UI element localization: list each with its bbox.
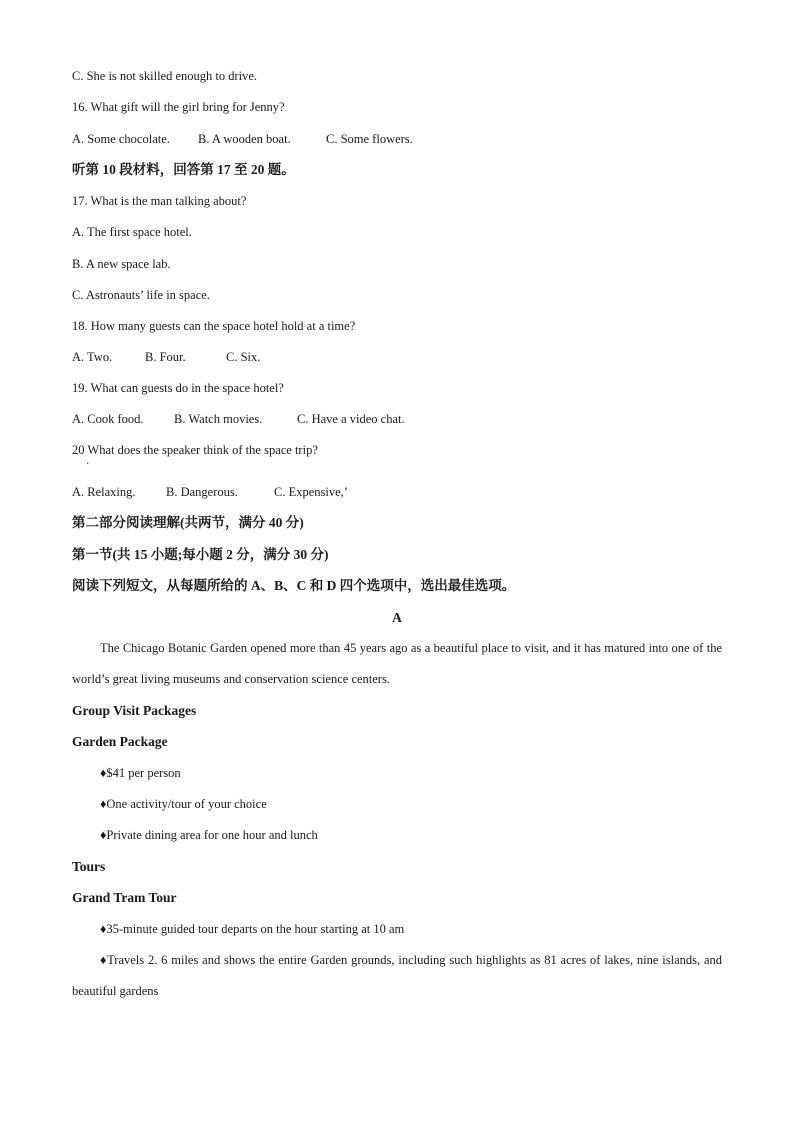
q16-options bbox=[72, 131, 413, 147]
q15-option-c: C. She is not skilled enough to drive. bbox=[72, 69, 258, 83]
q16-question: 16. What gift will the girl bring for Jenny? bbox=[72, 100, 285, 114]
q18-option-c: C. Six. bbox=[226, 350, 261, 364]
q16-option-a: A. Some chocolate. bbox=[72, 132, 170, 146]
q18-question: 18. How many guests can the space hotel hold at a time? bbox=[72, 319, 356, 333]
instructions: 阅读下列短文，从每题所给的 A、B、C 和 D 四个选项中，选出最佳选项。 bbox=[72, 578, 516, 593]
q19-options bbox=[72, 411, 405, 427]
q20-question: 20 What does the speaker think of the space trip? bbox=[72, 443, 318, 457]
q17-question: 17. What is the man talking about? bbox=[72, 194, 247, 208]
q17-option-b: B. A new space lab. bbox=[72, 257, 171, 271]
q17-option-a: A. The first space hotel. bbox=[72, 225, 192, 239]
q20-option-c: C. Expensive,’ bbox=[274, 485, 348, 499]
q20-option-b: B. Dangerous. bbox=[166, 485, 238, 499]
q18-option-b: B. Four. bbox=[145, 350, 186, 364]
garden-package-item: ♦One activity/tour of your choice bbox=[100, 797, 267, 811]
grand-tram-item: ♦35-minute guided tour departs on the hour starting at 10 am bbox=[100, 922, 405, 936]
part2-heading: 第二部分阅读理解(共两节，满分 40 分) bbox=[72, 515, 304, 530]
q19-question: 19. What can guests do in the space hotel? bbox=[72, 381, 284, 395]
section10-heading: 听第 10 段材料，回答第 17 至 20 题。 bbox=[72, 162, 295, 177]
garden-package-item: ♦$41 per person bbox=[100, 766, 181, 780]
passage-label: A bbox=[392, 610, 402, 625]
q18-option-a: A. Two. bbox=[72, 350, 113, 364]
section1-heading: 第一节(共 15 小题;每小题 2 分，满分 30 分) bbox=[72, 547, 329, 562]
grand-tram-heading: Grand Tram Tour bbox=[72, 890, 177, 905]
q17-option-c: C. Astronauts’ life in space. bbox=[72, 288, 210, 302]
q20-stray-mark: · bbox=[86, 459, 90, 470]
q19-option-b: B. Watch movies. bbox=[174, 412, 263, 426]
q20-option-a: A. Relaxing. bbox=[72, 485, 136, 499]
passage-intro: The Chicago Botanic Garden opened more than 45 years ago as a beautiful place to visit, and it has matured into one of the world’s great living museums and conservation science centers. bbox=[72, 641, 722, 686]
q18-options bbox=[72, 349, 260, 365]
garden-package-heading: Garden Package bbox=[72, 734, 168, 749]
garden-package-item: ♦Private dining area for one hour and lunch bbox=[100, 828, 318, 842]
q19-option-a: A. Cook food. bbox=[72, 412, 144, 426]
q20-options bbox=[72, 484, 348, 500]
q19-option-c: C. Have a video chat. bbox=[297, 412, 405, 426]
q16-option-c: C. Some flowers. bbox=[326, 132, 413, 146]
grand-tram-item: ♦Travels 2. 6 miles and shows the entire Garden grounds, including such highlights as 81 acres of lakes, nine islands, and beautiful gardens bbox=[72, 953, 722, 998]
q16-option-b: B. A wooden boat. bbox=[198, 132, 291, 146]
tours-heading: Tours bbox=[72, 859, 106, 874]
group-visit-heading: Group Visit Packages bbox=[72, 703, 197, 718]
